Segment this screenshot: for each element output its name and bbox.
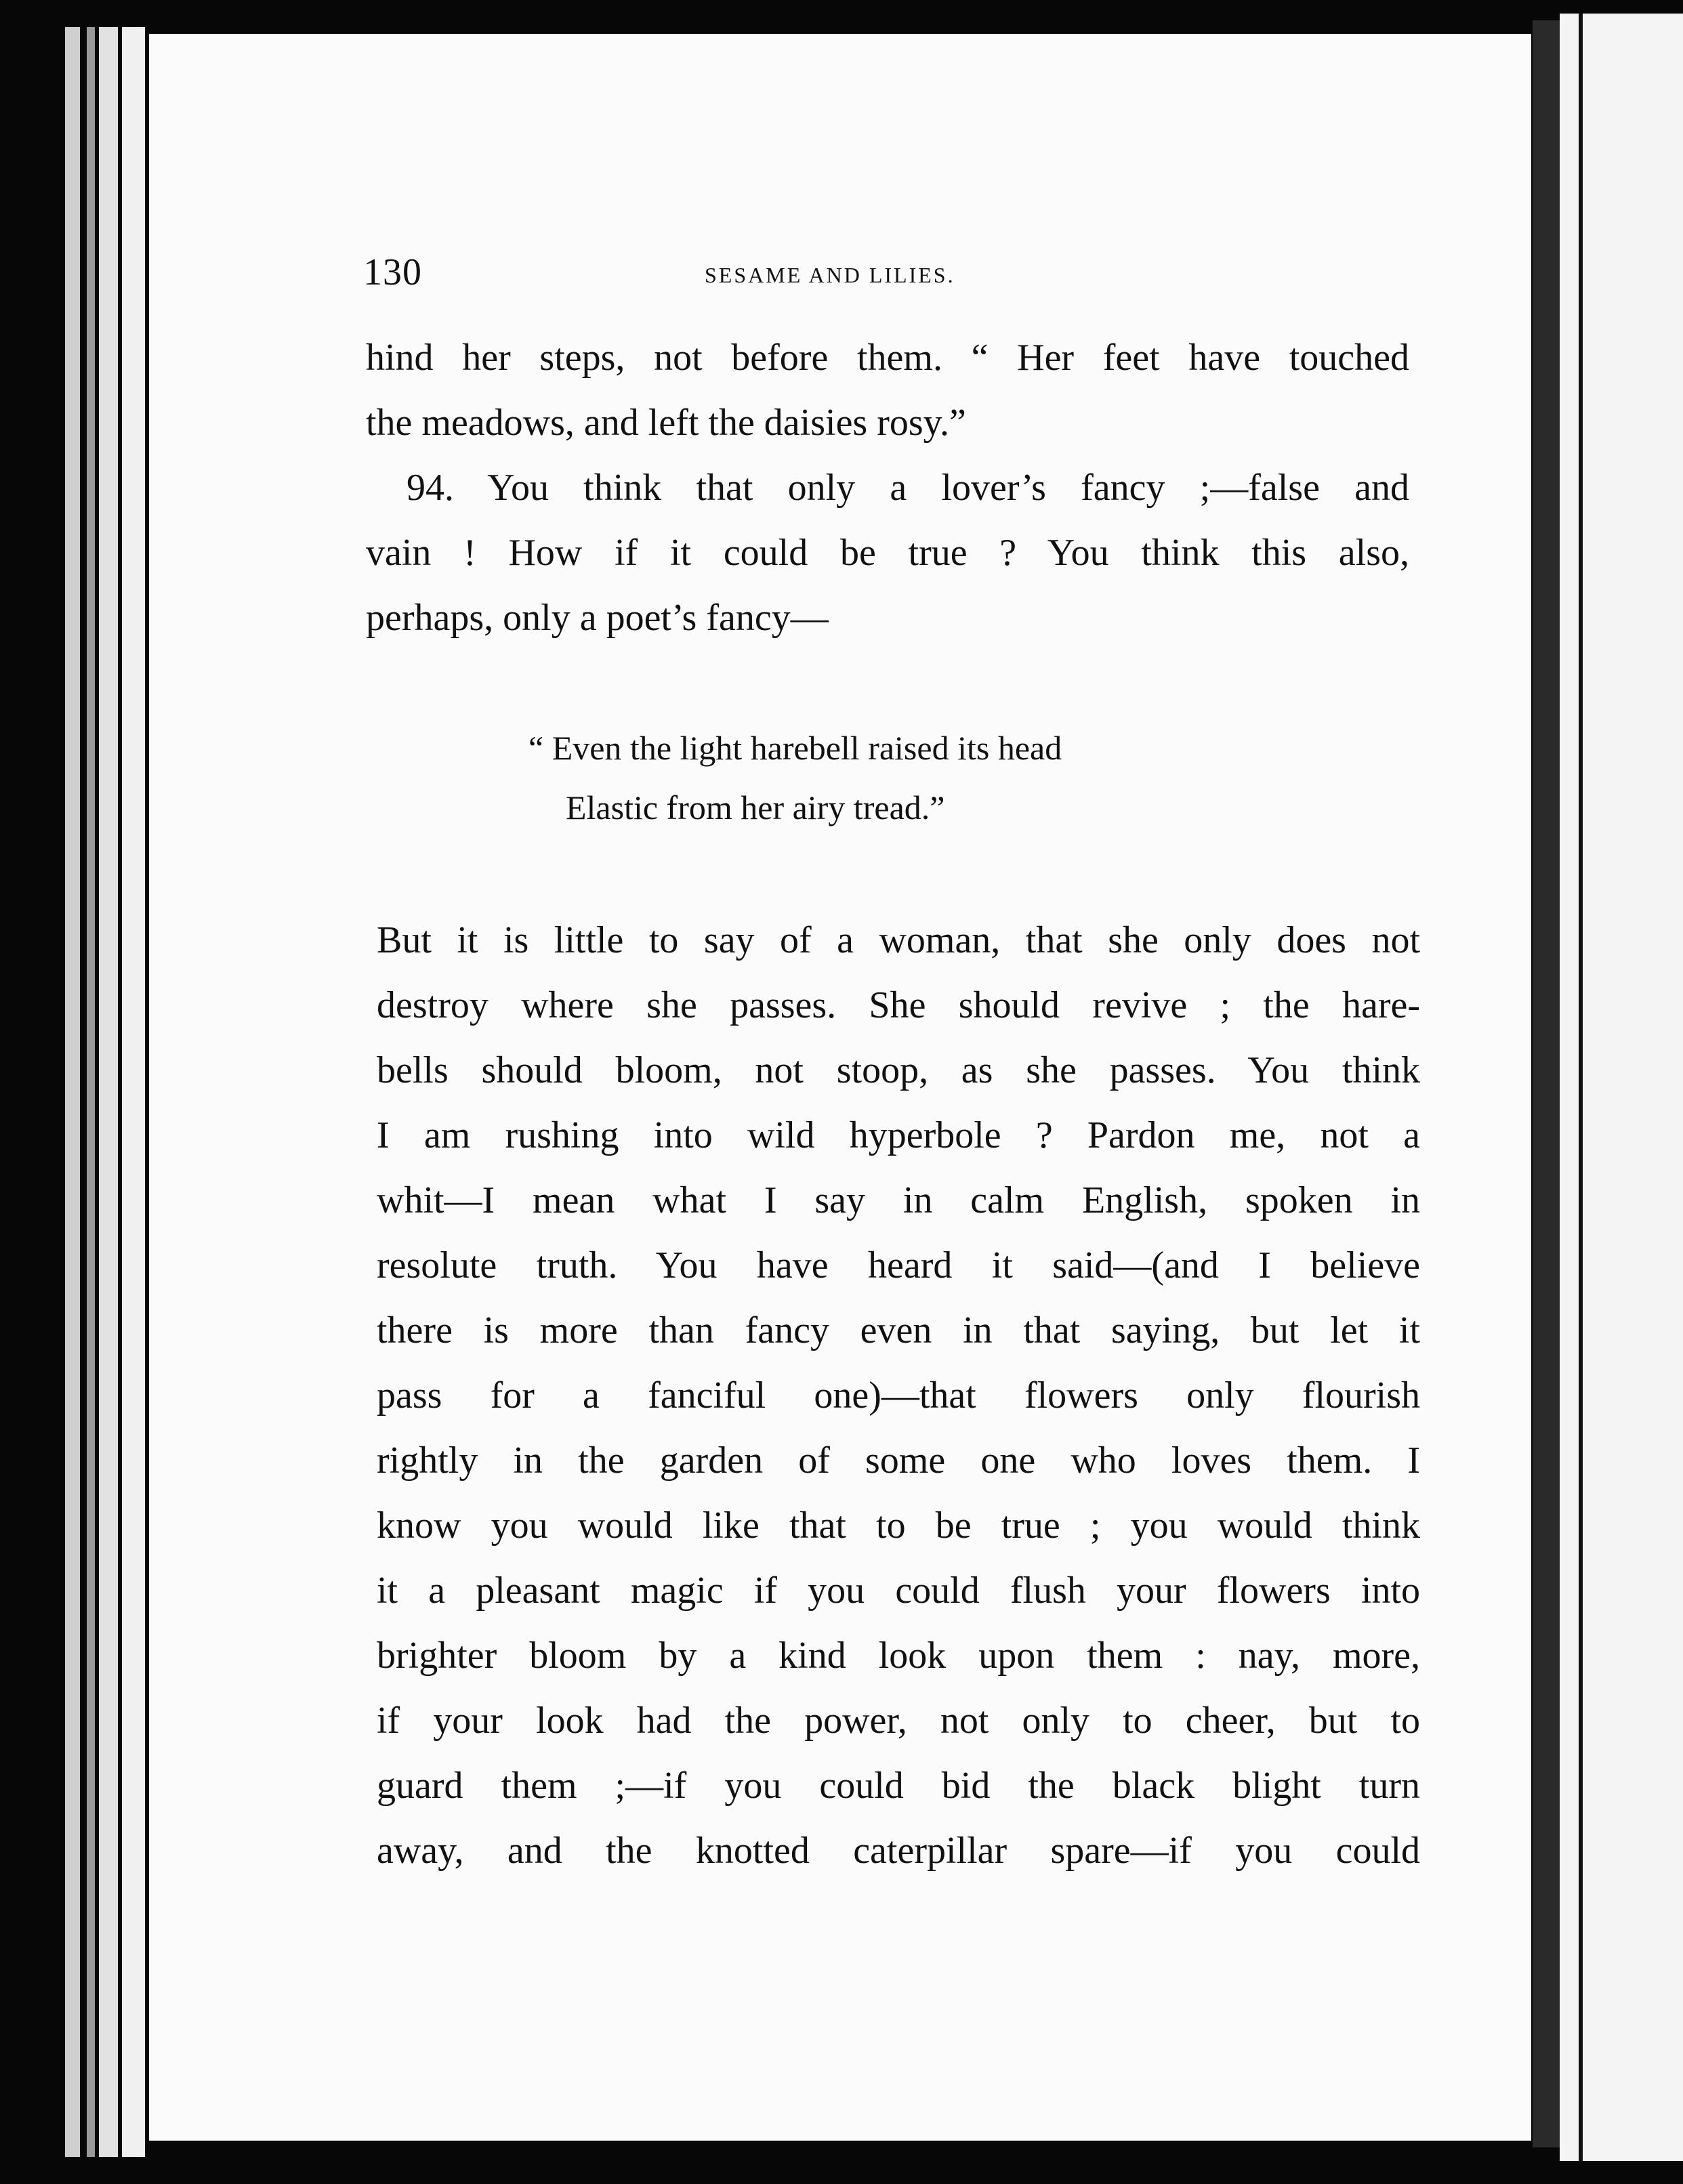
- text-line: it a pleasant magic if you could flush your flowers into: [377, 1570, 1420, 1612]
- text-line: rightly in the garden of some one who loves them. I: [377, 1440, 1420, 1482]
- text-line: I am rushing into wild hyperbole ? Pardon me, not a: [377, 1114, 1420, 1156]
- text-line: guard them ;—if you could bid the black blight turn: [377, 1765, 1420, 1807]
- page-edge-strip: [87, 27, 95, 2157]
- facing-page-edge: [1579, 14, 1583, 2161]
- text-line: there is more than fancy even in that saying, but let it: [377, 1309, 1420, 1351]
- text-line: know you would like that to be true ; you would think: [377, 1505, 1420, 1547]
- paragraph-top: [366, 325, 1409, 650]
- poem-line: Elastic from her airy tread.”: [566, 789, 945, 826]
- poem-line: “ Even the light harebell raised its head: [528, 729, 1062, 767]
- page-number: 130: [363, 251, 422, 293]
- book-gutter: [1533, 20, 1560, 2147]
- text-line: if your look had the power, not only to cheer, but to: [377, 1700, 1420, 1742]
- poem-quote: [528, 718, 1062, 837]
- text-line: 94. You think that only a lover’s fancy ;—false and: [407, 467, 1409, 509]
- text-line: the meadows, and left the daisies rosy.”: [366, 402, 966, 444]
- paragraph-main: [377, 908, 1420, 1883]
- text-line: bells should bloom, not stoop, as she passes. You think: [377, 1049, 1420, 1091]
- text-line: pass for a fanciful one)—that flowers only flourish: [377, 1374, 1420, 1416]
- text-line: resolute truth. You have heard it said—(and I believe: [377, 1244, 1420, 1286]
- page-edge-strip: [122, 27, 145, 2157]
- text-line: destroy where she passes. She should revive ; the hare-: [377, 984, 1420, 1026]
- text-line: brighter bloom by a kind look upon them : nay, more,: [377, 1635, 1420, 1677]
- text-line: perhaps, only a poet’s fancy—: [366, 597, 829, 639]
- page-edge-strip: [65, 27, 80, 2157]
- text-line: hind her steps, not before them. “ Her feet have touched: [366, 337, 1409, 379]
- page-edge-strip: [99, 27, 118, 2157]
- text-line: away, and the knotted caterpillar spare—if you could: [377, 1830, 1420, 1872]
- text-line: whit—I mean what I say in calm English, spoken in: [377, 1179, 1420, 1221]
- text-line: vain ! How if it could be true ? You think this also,: [366, 532, 1409, 574]
- text-line: But it is little to say of a woman, that she only does not: [377, 919, 1420, 961]
- running-head: SESAME AND LILIES.: [705, 263, 955, 287]
